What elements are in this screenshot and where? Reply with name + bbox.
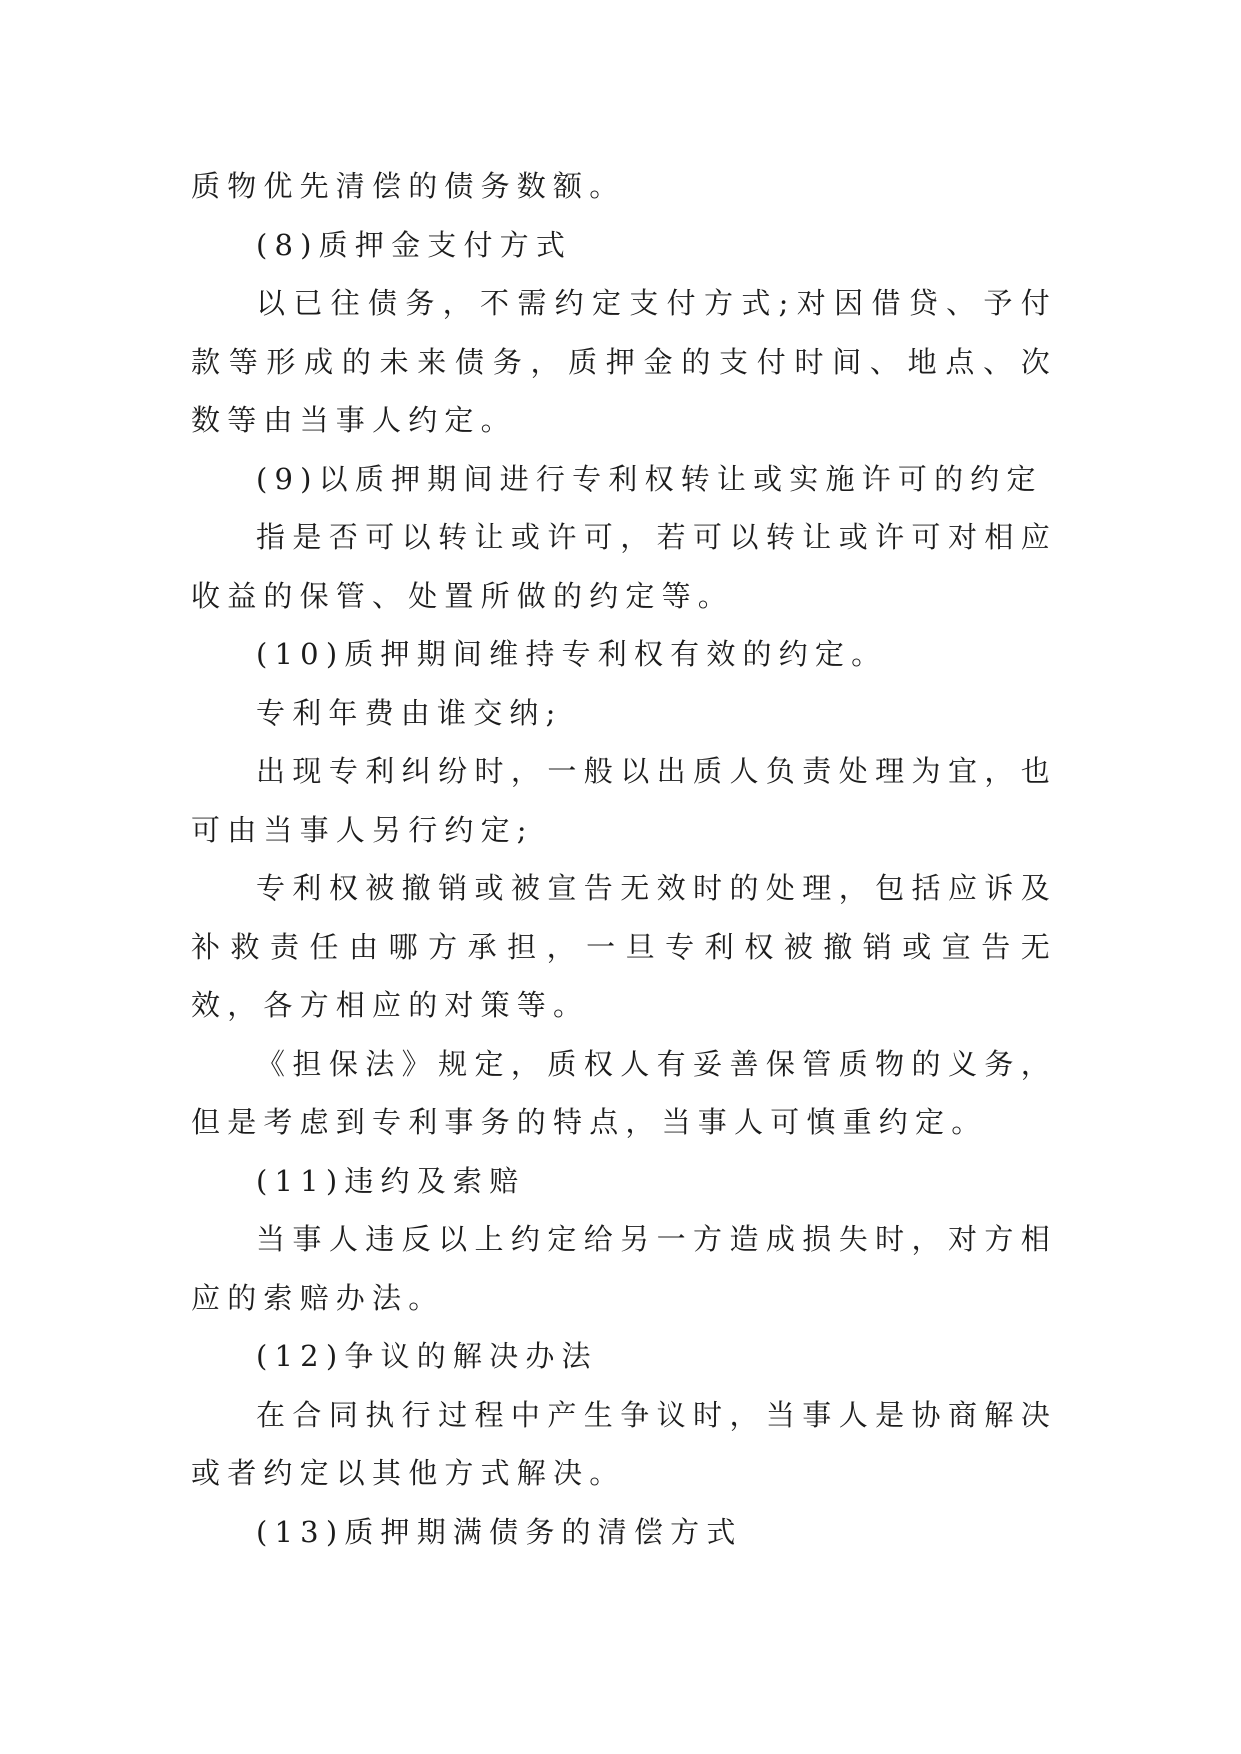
heading-12-dispute-resolution: (12)争议的解决办法 <box>256 1339 598 1373</box>
heading-13-debt-repayment: (13)质押期满债务的清偿方式 <box>256 1514 743 1549</box>
paragraph-9: 专利权被撤销或被宣告无效时的处理，包括应诉及补救责任由哪方承担，一旦专利权被撤销或宣告无效，各方相应的对策等。 <box>191 871 1057 1022</box>
paragraph-7: 专利年费由谁交纳; <box>256 695 563 730</box>
heading-8-pledge-payment: (8)质押金支付方式 <box>256 227 573 262</box>
paragraph-12: 当事人违反以上约定给另一方造成损失时，对方相应的索赔办法。 <box>191 1222 1057 1315</box>
heading-11-breach-claims: (11)违约及索赔 <box>256 1163 526 1198</box>
paragraph-5: 指是否可以转让或许可，若可以转让或许可对相应收益的保管、处置所做的约定等。 <box>191 520 1057 613</box>
paragraph-1: 质物优先清偿的债务数额。 <box>191 169 626 203</box>
heading-10-patent-validity: (10)质押期间维持专利权有效的约定。 <box>256 637 888 671</box>
paragraph-8: 出现专利纠纷时，一般以出质人负责处理为宜，也可由当事人另行约定; <box>191 754 1057 847</box>
heading-9-transfer-license: (9)以质押期间进行专利权转让或实施许可的约定 <box>256 461 1043 496</box>
paragraph-10: 《担保法》规定，质权人有妥善保管质物的义务，但是考虑到专利事务的特点，当事人可慎重约定。 <box>191 1046 1057 1139</box>
paragraph-14: 在合同执行过程中产生争议时，当事人是协商解决或者约定以其他方式解决。 <box>191 1397 1057 1490</box>
document-body <box>191 157 1057 1561</box>
paragraph-3: 以已往债务，不需约定支付方式;对因借贷、予付款等形成的未来债务，质押金的支付时间、地点、次数等由当事人约定。 <box>191 286 1057 437</box>
